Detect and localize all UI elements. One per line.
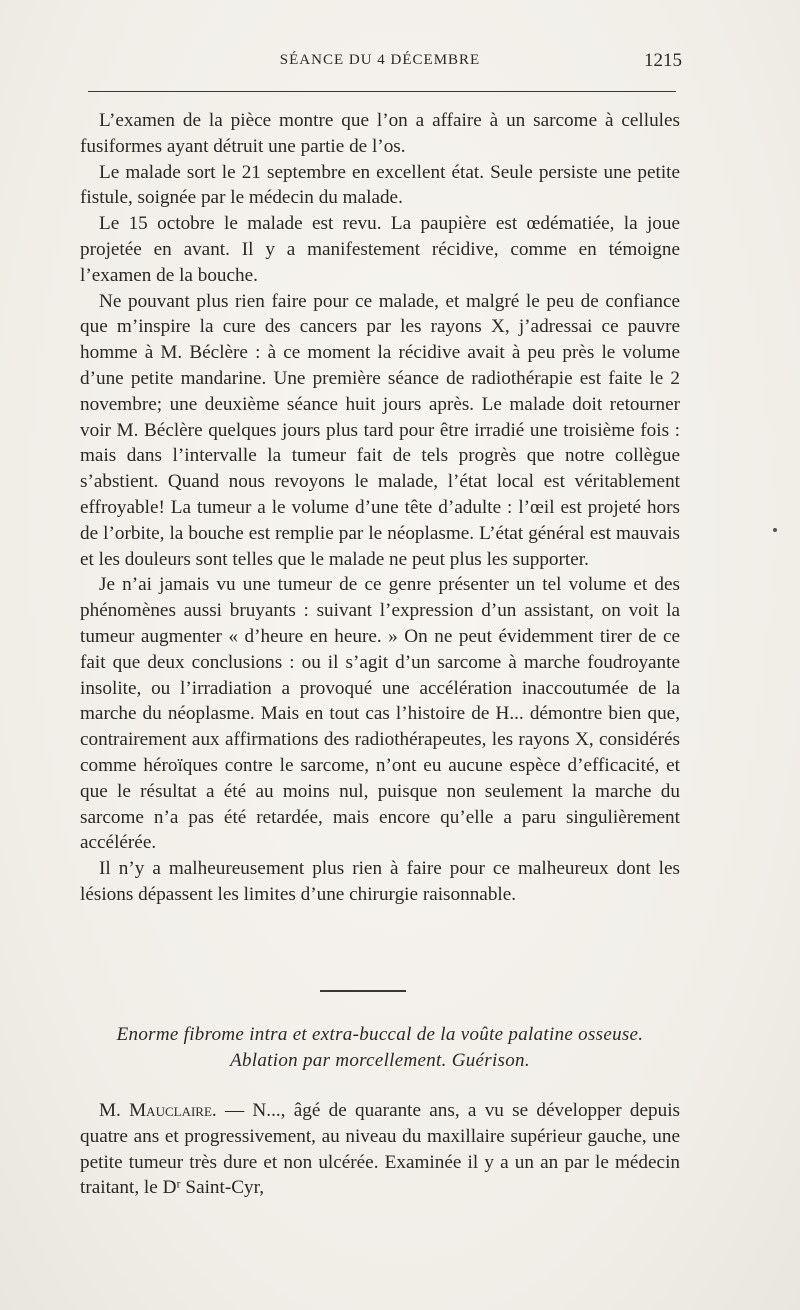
- paragraph: Le malade sort le 21 septembre en excellent état. Seule persiste une petite fistule, soignée par le médecin du malade.: [80, 161, 680, 209]
- margin-speck: [773, 528, 777, 532]
- speaker-name: M. Mauclaire.: [99, 1100, 217, 1121]
- paragraph: Ne pouvant plus rien faire pour ce malade, et malgré le peu de confiance que m’inspire la cure des cancers par les rayons X, j’adressai ce pauvre homme à M. Béclère : à ce moment la récidive avait à peu près le volume d’une petite mandarine. Une première séance de radiothérapie est faite le 2 novembre; une deuxième séance huit jours après. Le malade doit retourner voir M. Béclère quelques jours plus tard pour être irradié une troisième fois : mais dans l’intervalle la tumeur fait de tels progrès que notre collègue s’abstient. Quand nous revoyons le malade, l’état local est véritablement effroyable! La tumeur a le volume d’une tête d’adulte : l’œil est projeté hors de l’orbite, la bouche est remplie par le néoplasme. L’état général est mauvais et les douleurs sont telles que le malade ne peut plus les supporter.: [80, 290, 680, 570]
- header-rule: [88, 91, 676, 92]
- page-number: 1215: [644, 50, 682, 71]
- section-divider: [320, 990, 406, 992]
- header-title: SÉANCE DU 4 DÉCEMBRE: [279, 52, 481, 68]
- paragraph: [80, 1098, 680, 1201]
- paragraph-text: — N..., âgé de quarante ans, a vu se développer depuis quatre ans et progressivement, au niveau du maxillaire supérieur gauche, une petite tumeur très dure et non ulcérée. Examinée il y a un an par le médecin traitant, le Dʳ Saint-Cyr,: [80, 1100, 680, 1199]
- paragraph: Le 15 octobre le malade est revu. La paupière est œdématiée, la joue projetée en avant. Il y a manifestement récidive, comme en témoigne l’examen de la bouche.: [80, 213, 680, 286]
- section-title: [80, 1022, 680, 1074]
- section-title-line-1: Enorme fibrome intra et extra-buccal de la voûte palatine osseuse.: [116, 1024, 644, 1045]
- body-text-continued: [80, 1098, 680, 1201]
- section-title-line-2: Ablation par morcellement. Guérison.: [230, 1050, 530, 1071]
- paragraph: L’examen de la pièce montre que l’on a affaire à un sarcome à cellules fusiformes ayant détruit une partie de l’os.: [80, 110, 680, 157]
- paragraph: Je n’ai jamais vu une tumeur de ce genre présenter un tel volume et des phénomènes aussi bruyants : suivant l’expression d’un assistant, on voit la tumeur augmenter « d’heure en heure. » On ne peut évidemment tirer de ce fait que deux conclusions : ou il s’agit d’un sarcome à marche foudroyante insolite, ou l’irradiation a provoqué une accélération inaccoutumée de la marche du néoplasme. Mais en tout cas l’histoire de H... démontre bien que, contrairement aux affirmations des radiothérapeutes, les rayons X, considérés comme héroïques contre le sarcome, n’ont eu aucune espèce d’efficacité, et que le résultat a été au moins nul, puisque non seulement la marche du sarcome n’a pas été retardée, mais encore qu’elle a paru singulièrement accélérée.: [80, 574, 680, 854]
- paragraph: Il n’y a malheureusement plus rien à faire pour ce malheureux dont les lésions dépassent les limites d’une chirurgie raisonnable.: [80, 858, 680, 905]
- body-text: [80, 108, 680, 908]
- running-header: [80, 50, 680, 74]
